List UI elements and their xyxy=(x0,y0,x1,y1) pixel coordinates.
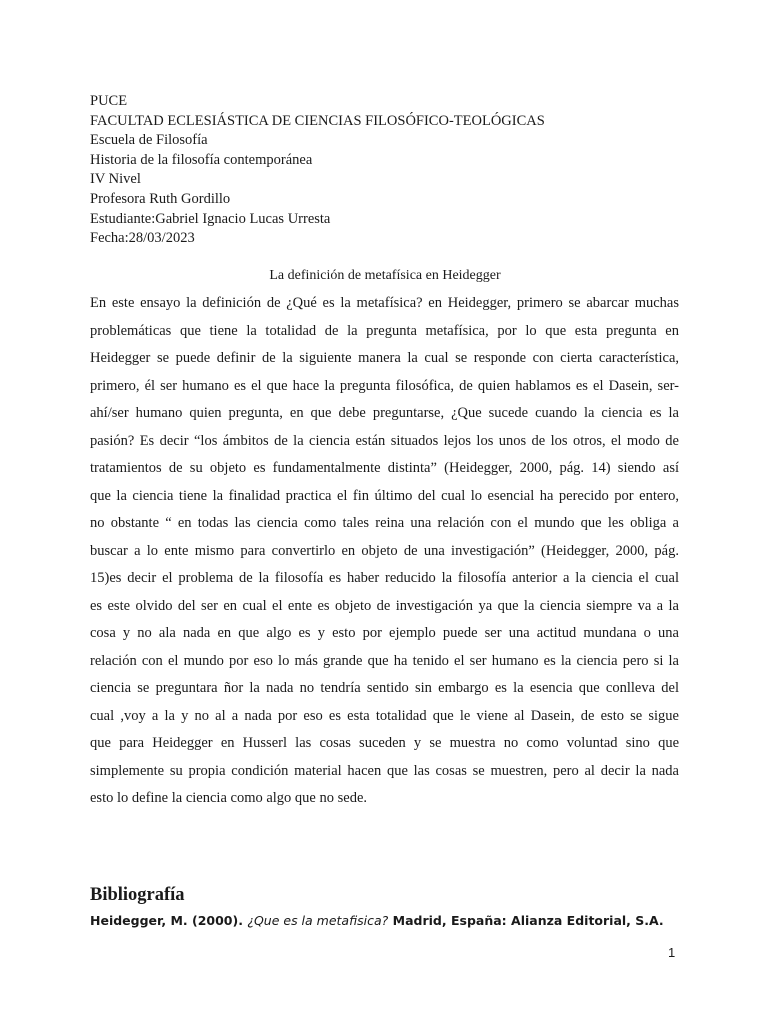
essay-line: cosa y no ala nada en que algo es y esto por ejemplo puede ser una actitud mundana o una xyxy=(90,625,679,641)
bibliography-heading: Bibliografía xyxy=(90,885,185,905)
essay-line: tratamientos de su objeto es fundamentalmente distinta” (Heidegger, 2000, pág. 14) siendo así xyxy=(90,460,679,476)
essay-line: no obstante “ en todas las ciencia como tales reina una relación con el mundo que les obliga a xyxy=(90,515,679,531)
essay-line: Heidegger se puede definir de la siguiente manera la cual se responde con cierta característica, xyxy=(90,350,679,366)
bibliography-author: Heidegger, M. (2000). xyxy=(90,913,248,928)
essay-line: relación con el mundo por eso lo más grande que ha tenido el ser humano es la ciencia pero si la xyxy=(90,652,679,669)
essay-line: simplemente su propia condición material hacen que las cosas se muestren, pero al decir la nada xyxy=(90,762,679,779)
essay-line: problemáticas que tiene la totalidad de la pregunta metafísica, por lo que esta pregunta en xyxy=(90,322,679,339)
essay-line: 15)es decir el problema de la filosofía es haber reducido la filosofía anterior a la ciencia el cual xyxy=(90,570,679,586)
essay-line: buscar a lo ente mismo para convertirlo en objeto de una investigación” (Heidegger, 2000, pág. xyxy=(90,542,679,559)
essay-line: es este olvido del ser en cual el ente es objeto de investigación ya que la ciencia siempre va a la xyxy=(90,597,679,614)
document-header xyxy=(90,92,690,249)
student-name: Estudiante:Gabriel Ignacio Lucas Urresta xyxy=(90,210,331,227)
essay-line: esto lo define la ciencia como algo que no sede. xyxy=(90,790,368,806)
essay-line: que para Heidegger en Husserl las cosas suceden y se muestra no como voluntad sino que xyxy=(90,735,679,751)
university-name: PUCE xyxy=(90,93,128,109)
essay-line: pasión? Es decir “los ámbitos de la ciencia están situados lejos los unos de los otros, el modo de xyxy=(90,432,679,449)
professor-name: Profesora Ruth Gordillo xyxy=(90,190,231,207)
bibliography-entry xyxy=(90,912,664,930)
faculty-name: FACULTAD ECLESIÁSTICA DE CIENCIAS FILOSÓFICO-TEOLÓGICAS xyxy=(90,112,545,129)
essay-title: La definición de metafísica en Heidegger xyxy=(269,268,501,283)
bibliography-publisher: Madrid, España: Alianza Editorial, S.A. xyxy=(388,913,664,928)
essay-line: que la ciencia tiene la finalidad practica el fin último del cual lo esencial ha perecido por entero, xyxy=(90,487,679,504)
essay-line: cual ,voy a la y no al a nada por eso es esta totalidad que le viene al Dasein, de esto se sigue xyxy=(90,707,679,724)
bibliography-title: ¿Que es la metafisica? xyxy=(247,913,389,928)
essay-line: primero, él ser humano es el que hace la pregunta filosófica, de quien hablamos es el Dasein, ser- xyxy=(90,377,679,394)
course-name: Historia de la filosofía contemporánea xyxy=(90,151,313,168)
document-date: Fecha:28/03/2023 xyxy=(90,230,195,247)
course-level: IV Nivel xyxy=(90,171,141,188)
essay-line: ciencia se preguntara ñor la nada no tendría sentido sin embargo es la esencia que conlleva del xyxy=(90,680,679,696)
page-number: 1 xyxy=(668,945,676,960)
essay-line: ahí/ser humano quien pregunta, en que debe preguntarse, ¿Que sucede cuando la ciencia es la xyxy=(90,405,679,421)
essay-line: En este ensayo la definición de ¿Qué es la metafísica? en Heidegger, primero se abarcar muchas xyxy=(90,295,679,311)
school-name: Escuela de Filosofía xyxy=(90,132,208,149)
essay-body xyxy=(90,290,679,813)
